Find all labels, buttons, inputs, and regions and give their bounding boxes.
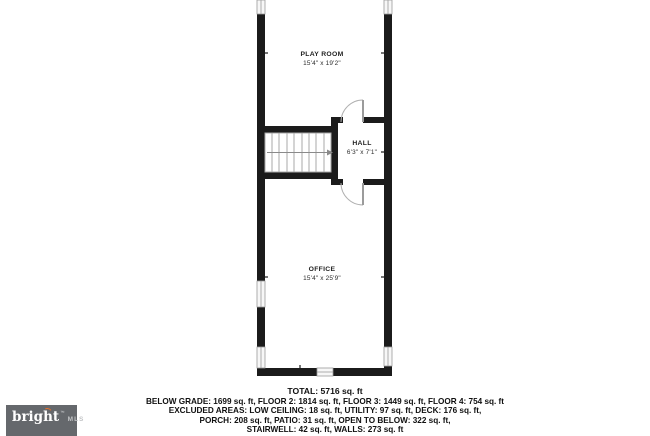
- measure-ticks: [265, 53, 384, 368]
- window-bottom-left: [257, 347, 265, 368]
- logo-mls-text: MLS: [67, 416, 85, 423]
- stairs: [265, 133, 333, 172]
- summary-line-1: BELOW GRADE: 1699 sq. ft, FLOOR 2: 1814 sq. ft, FLOOR 3: 1449 sq. ft, FLOOR 4: 754 sq. ft: [145, 397, 505, 406]
- wall-hall-top-right: [363, 117, 392, 123]
- room-name: PLAY ROOM: [300, 51, 344, 58]
- wall-stair-top: [257, 126, 338, 133]
- room-dimensions: 15'4" x 25'9": [303, 275, 341, 282]
- area-summary: [0, 386, 650, 435]
- summary-line-3: PORCH: 208 sq. ft, PATIO: 31 sq. ft, OPEN TO BELOW: 322 sq. ft,: [199, 415, 451, 425]
- summary-total: TOTAL: 5716 sq. ft: [287, 386, 363, 396]
- wall-hall-bottom-right: [363, 179, 392, 185]
- window-office-left: [257, 281, 265, 307]
- brightmls-logo: [6, 409, 84, 426]
- door-upper: [341, 100, 363, 122]
- wall-right: [384, 0, 392, 372]
- window-top-left: [257, 0, 265, 14]
- room-dimensions: 15'4" x 19'2": [303, 60, 341, 67]
- doors: [341, 100, 363, 205]
- window-top-right: [384, 0, 392, 14]
- wall-stair-bottom: [257, 172, 338, 179]
- logo-trademark: ™: [60, 410, 65, 415]
- room-name: HALL: [352, 140, 372, 147]
- logo-brand-text: bright: [12, 409, 60, 425]
- wall-left: [257, 0, 265, 372]
- window-bottom-center: [317, 368, 333, 376]
- brightmls-watermark: [6, 405, 85, 436]
- window-bottom-right: [384, 347, 392, 366]
- room-dimensions: 6'3" x 7'1": [346, 149, 378, 156]
- summary-line-4: STAIRWELL: 42 sq. ft, WALLS: 273 sq. ft: [246, 425, 404, 435]
- room-name: OFFICE: [308, 266, 336, 273]
- walls: [257, 0, 392, 376]
- summary-line-2: EXCLUDED AREAS: LOW CEILING: 18 sq. ft, UTILITY: 97 sq. ft, DECK: 176 sq. ft,: [168, 406, 482, 416]
- door-lower: [341, 183, 363, 205]
- windows: [257, 0, 392, 376]
